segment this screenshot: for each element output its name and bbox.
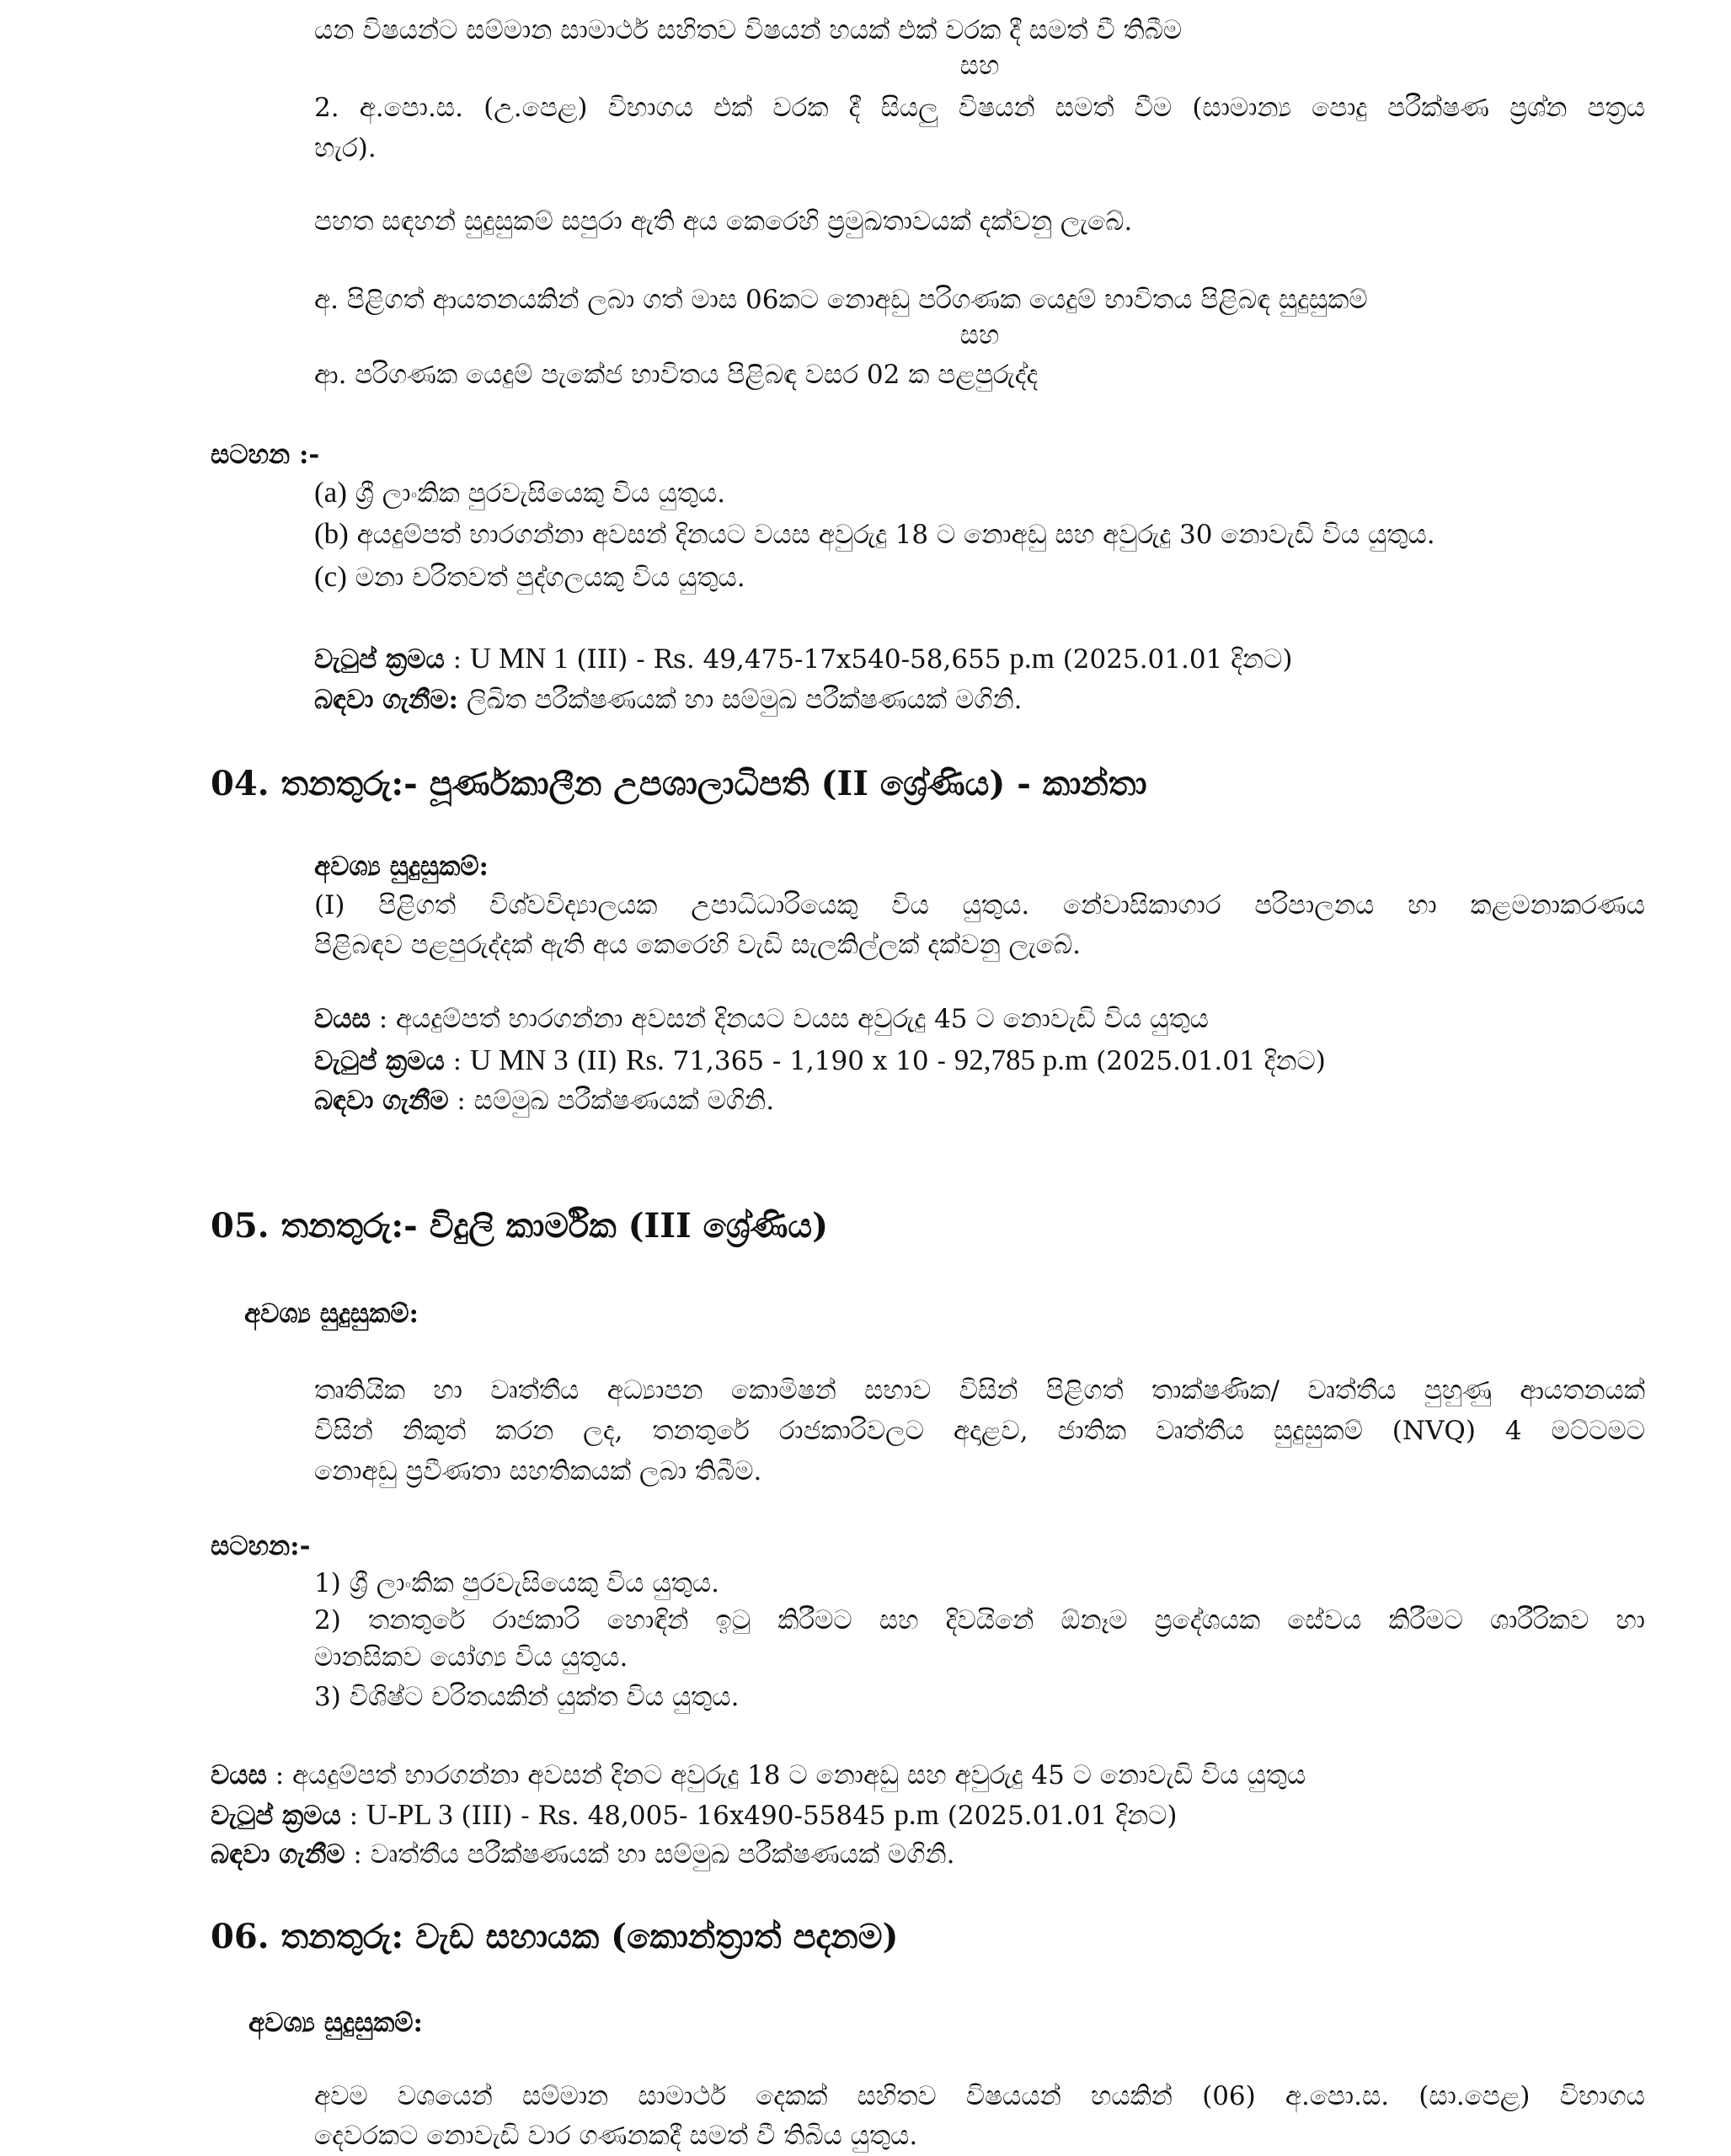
s3-note-c — [314, 560, 745, 595]
s4-age-line — [314, 1002, 1209, 1036]
s4-salary-pm: p.m — [1035, 1043, 1088, 1076]
s5-age-label: වයස — [211, 1760, 267, 1790]
s5-req-label: අවශ්‍ය සුදුසුකම්: — [244, 1299, 419, 1329]
s3-salary-code: U MN 1 — [469, 642, 569, 675]
s3-item2-line2: හැර). — [314, 133, 377, 163]
s4-salary-label: වැටුප් ක්‍රමය — [314, 1046, 445, 1076]
s5-notes-label: සටහන:- — [211, 1531, 311, 1561]
s3-salary-line — [314, 642, 1292, 676]
s3-note-b — [314, 517, 1435, 552]
s5-note-3: 3) විශිෂ්ට චරිතයකින් යුක්ත විය යුතුය. — [314, 1682, 740, 1712]
s3-notes-label: සටහන :- — [211, 440, 320, 470]
s5-note-1: 1) ශ්‍රී ලාංකික පුරවැසියෙකු විය යුතුය. — [314, 1568, 720, 1598]
s4-recruit-line — [314, 1084, 774, 1118]
s3-note-a-text: ශ්‍රී ලාංකික පුරවැසියෙකු විය යුතුය. — [346, 478, 726, 509]
s4-salary-max: 92,785 — [954, 1043, 1036, 1076]
s3-recruit-line — [314, 683, 1023, 717]
s5-recruit-label: බඳවා ගැනීම — [211, 1839, 345, 1870]
s5-salary-label: වැටුප් ක්‍රමය — [211, 1801, 341, 1831]
s5-age-value: : අයදුම්පත් භාරගන්නා අවසන් දිනට අවුරුදු 18 ට නොඅඩු සහ අවුරුදු 45 ට නොවැඩි විය යුතුය — [266, 1760, 1306, 1790]
s4-salary-grade: (II) — [568, 1046, 626, 1076]
s5-salary-pm: p.m — [894, 1798, 939, 1831]
s5-heading: 05. තනතුරු:- විදුලි කාර්මික (III ශ්‍රේණිය) — [211, 1206, 829, 1246]
s5-req-line2: විසින් නිකුත් කරන ලද, තනතුරේ රාජකාරිවලට අදාළව, ජාතික වෘත්තීය සුදුසුකම් (NVQ) 4 මට්ටමට — [314, 1416, 1645, 1446]
s4-salary-line — [314, 1043, 1326, 1078]
s3-and-connector-2: සහ — [959, 320, 1000, 350]
s4-salary-sep: : — [444, 1046, 470, 1076]
s5-note-2-line1: 2) තනතුරේ රාජකාරි හොඳින් ඉටු කිරීමට සහ දිවයිනේ ඕනෑම ප්‍රදේශයක සේවය කිරීමට ශාරීරිකව හා — [314, 1605, 1645, 1636]
s4-age-value: : අයදුම්පත් භාරගන්නා අවසන් දිනයට වයස අවුරුදු 45 ට නොවැඩි විය යුතුය — [370, 1004, 1209, 1034]
s3-salary-date: (2025.01.01 දිනට) — [1054, 644, 1293, 675]
s6-req-line1: අවම වශයෙන් සම්මාන සාමාර්ථ දෙකක් සහිතව විෂයයන් හයකින් (06) අ.පො.ස. (සා.පෙළ) විභාගය — [314, 2081, 1645, 2111]
s3-note-b-mark: (b) — [314, 517, 349, 550]
s6-req-label: අවශ්‍ය සුදුසුකම්: — [248, 2008, 423, 2038]
s4-age-label: වයස — [314, 1004, 371, 1034]
s3-priority-text: පහත සඳහන් සුදුසුකම් සපුරා ඇති අය කෙරෙහි ප්‍රමුඛතාවයක් දක්වනු ලැබේ. — [314, 206, 1133, 237]
s3-note-a — [314, 476, 725, 510]
s4-req-label: අවශ්‍ය සුදුසුකම්: — [314, 851, 489, 882]
s4-req-line1: (I) පිළිගත් විශ්වවිද්‍යාලයක උපාධිධාරියෙකු විය යුතුය. නේවාසිකාගාර පරිපාලනය හා කළමනාකරණය — [314, 890, 1645, 921]
s5-salary-line — [211, 1798, 1178, 1833]
s3-qualification-line: යන විෂයන්ට සම්මාන සාමාර්ථ සහිතව විෂයන් හයක් එක් වරක දී සමත් වී තිබීම — [314, 15, 1183, 45]
s5-note-2-line2: මානසිකව යෝග්‍ය විය යුතුය. — [314, 1642, 628, 1673]
s3-note-a-mark: (a) — [314, 476, 347, 509]
s3-salary-sep: : — [444, 644, 470, 675]
s4-recruit-label: බඳවා ගැනීම — [314, 1086, 449, 1116]
s3-priority-b: ආ. පරිගණක යෙදුම් පැකේජ භාවිතය පිළිබඳ වසර 02 ක පළපුරුද්ද — [314, 360, 1039, 390]
s3-salary-scale: (III) - Rs. 49,475-17x540-58,655 — [568, 644, 1010, 675]
s3-note-b-text: අයදුම්පත් භාරගන්නා අවසන් දිනයට වයස අවුරුදු 18 ට නොඅඩු සහ අවුරුදු 30 නොවැඩි විය යුතුය. — [348, 520, 1435, 550]
s3-note-c-text: මනා චරිතවත් පුද්ගලයකු විය යුතුය. — [346, 563, 745, 593]
s4-salary-scale: 71,365 - 1,190 x 10 - — [664, 1046, 954, 1076]
s5-salary-sep: : — [340, 1801, 366, 1831]
s6-req-line2: දෙවරකට නොවැඩි වාර ගණනකදී සමත් වී තිබිය යුතුය. — [314, 2121, 918, 2151]
s3-recruit-label: බඳවා ගැනීම: — [314, 685, 458, 715]
s4-salary-date: (2025.01.01 දිනට) — [1087, 1046, 1326, 1076]
s4-heading: 04. තනතුරු:- පූර්ණකාලීන උපශාලාධිපති (II ශ්‍රේණිය) - කාන්තා — [211, 764, 1147, 803]
s6-heading: 06. තනතුරු: වැඩ සහායක (කොන්ත්‍රාත් පදනම) — [211, 1917, 899, 1956]
s5-age-line — [211, 1758, 1306, 1792]
s3-and-connector: සහ — [959, 51, 1000, 81]
s5-recruit-line — [211, 1838, 954, 1871]
s3-note-c-mark: (c) — [314, 560, 347, 593]
s5-req-line3: නොඅඩු ප්‍රවීණතා සහතිකයක් ලබා තිබීම. — [314, 1456, 762, 1486]
s3-item2-line1: 2. අ.පො.ස. (උ.පෙළ) විභාගය එක් වරක දී සියලු විෂයන් සමත් වීම (සාමාන්‍ය පොදු පරීක්ෂණ ප්‍රශ්න පත්‍රය — [314, 93, 1645, 123]
s5-recruit-value: : වෘත්තීය පරීක්ෂණයක් හා සම්මුඛ පරීක්ෂණයක් මගිනි. — [345, 1839, 955, 1870]
s3-priority-a: අ. පිළිගත් ආයතනයකින් ලබා ගත් මාස 06කට නොඅඩු පරිගණක යෙදුම් භාවිතය පිළිබඳ සුදුසුකම් — [314, 285, 1368, 315]
s3-salary-label: වැටුප් ක්‍රමය — [314, 644, 445, 675]
s3-recruit-value: ලිඛිත පරීක්ෂණයක් හා සම්මුඛ පරීක්ෂණයක් මගිනි. — [457, 685, 1023, 715]
s5-salary-date: (2025.01.01 දිනට) — [938, 1801, 1178, 1831]
s4-recruit-value: : සම්මුඛ පරීක්ෂණයක් මගිනි. — [448, 1086, 775, 1116]
s4-req-line2: පිළිබඳව පළපුරුද්දක් ඇති අය කෙරෙහි වැඩි සැලකිල්ලක් දක්වනු ලැබේ. — [314, 930, 1081, 960]
s4-salary-rs: Rs. — [626, 1043, 665, 1076]
s5-salary-scale: (III) - Rs. 48,005- 16x490-55845 — [452, 1801, 895, 1831]
s4-salary-code: U MN 3 — [469, 1043, 569, 1076]
s5-salary-code: U-PL 3 — [366, 1798, 453, 1831]
s3-salary-pm: p.m — [1009, 642, 1055, 675]
s5-req-line1: තෘතියික හා වෘත්තීය අධ්‍යාපන කොමිෂන් සභාව විසින් පිළිගත් තාක්ෂණික/ වෘත්තීය පුහුණු ආයතනයක් — [314, 1375, 1645, 1406]
